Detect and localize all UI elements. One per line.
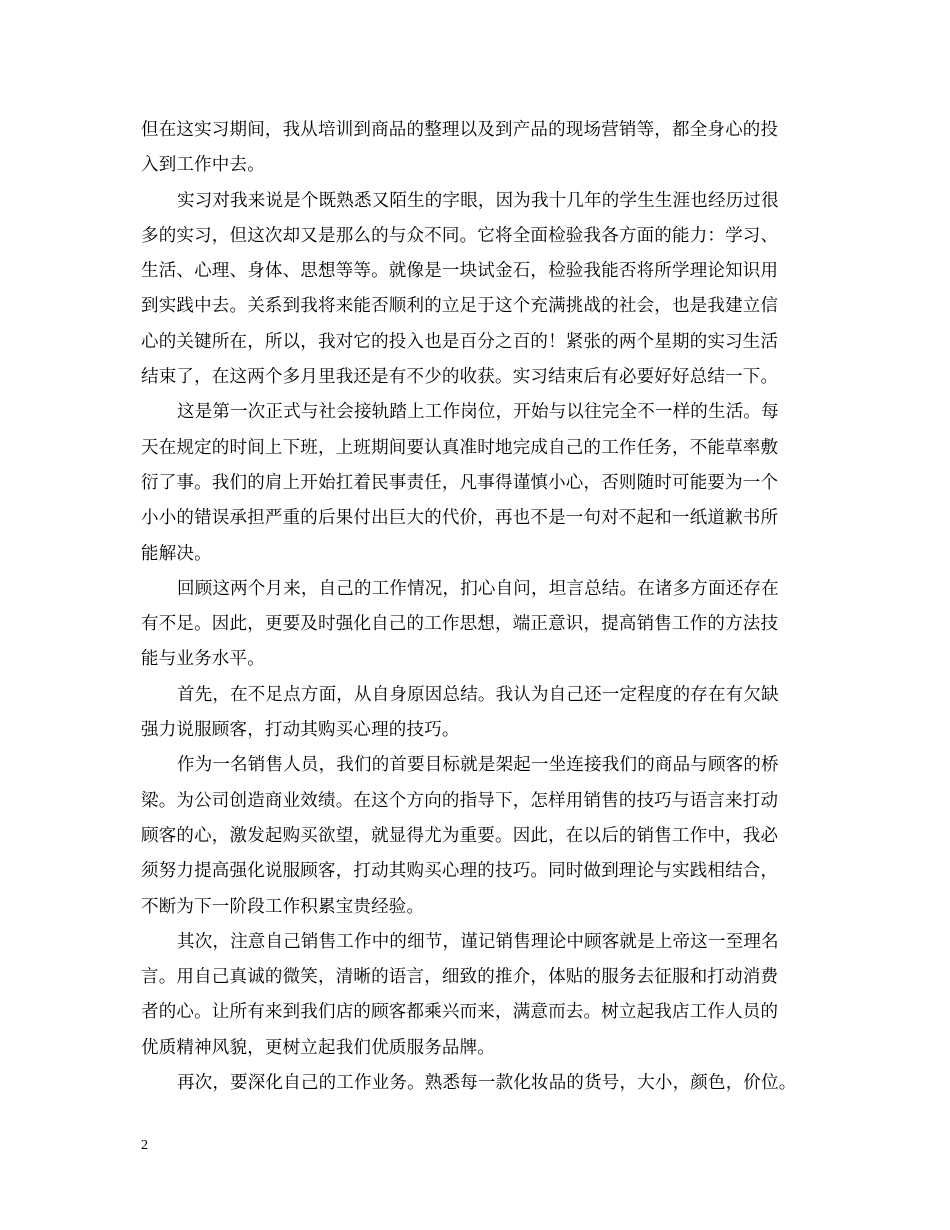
text-line: 小小的错误承担严重的后果付出巨大的代价，再也不是一句对不起和一纸道歉书所 (141, 508, 779, 529)
text-line: 言。用自己真诚的微笑，清晰的语言，细致的推介，体贴的服务去征服和打动消费 (141, 967, 779, 988)
paragraph-first-line: 作为一名销售人员，我们的首要目标就是架起一坐连接我们的商品与顾客的桥 (177, 755, 779, 776)
text-line: 入到工作中去。 (141, 155, 265, 176)
text-line: 生活、心理、身体、思想等等。就像是一块试金石，检验我能否将所学理论知识用 (141, 261, 779, 282)
paragraph-first-line: 回顾这两个月来，自己的工作情况，扪心自问，坦言总结。在诸多方面还存在 (177, 578, 779, 599)
text-line: 不断为下一阶段工作积累宝贵经验。 (141, 896, 425, 917)
text-line: 多的实习，但这次却又是那么的与众不同。它将全面检验我各方面的能力：学习、 (141, 225, 779, 246)
text-line: 梁。为公司创造商业效绩。在这个方向的指导下，怎样用销售的技巧与语言来打动 (141, 790, 779, 811)
text-line: 天在规定的时间上下班，上班期间要认真准时地完成自己的工作任务，不能草率敷 (141, 437, 779, 458)
text-line: 顾客的心，激发起购买欲望，就显得尤为重要。因此，在以后的销售工作中，我必 (141, 825, 779, 846)
text-line: 须努力提高强化说服顾客，打动其购买心理的技巧。同时做到理论与实践相结合， (141, 861, 779, 882)
paragraph-first-line: 首先，在不足点方面，从自身原因总结。我认为自己还一定程度的存在有欠缺 (177, 684, 779, 705)
text-line: 但在这实习期间，我从培训到商品的整理以及到产品的现场营销等，都全身心的投 (141, 120, 779, 140)
text-line: 者的心。让所有来到我们店的顾客都乘兴而来，满意而去。树立起我店工作人员的 (141, 1002, 779, 1023)
text-line: 到实践中去。关系到我将来能否顺利的立足于这个充满挑战的社会，也是我建立信 (141, 296, 779, 317)
text-line: 优质精神风貌，更树立起我们优质服务品牌。 (141, 1037, 495, 1058)
page-number: 2 (141, 1138, 148, 1153)
text-line: 有不足。因此，更要及时强化自己的工作思想，端正意识，提高销售工作的方法技 (141, 614, 779, 635)
body-text (141, 113, 827, 1101)
text-line: 衍了事。我们的肩上开始扛着民事责任，凡事得谨慎小心，否则随时可能要为一个 (141, 472, 779, 493)
text-line: 结束了，在这两个多月里我还是有不少的收获。实习结束后有必要好好总结一下。 (141, 367, 779, 388)
text-line: 心的关键所在，所以，我对它的投入也是百分之百的！紧张的两个星期的实习生活 (141, 331, 779, 352)
paragraph-first-line: 这是第一次正式与社会接轨踏上工作岗位，开始与以往完全不一样的生活。每 (177, 402, 779, 423)
text-line: 能与业务水平。 (141, 649, 265, 670)
text-line: 强力说服顾客，打动其购买心理的技巧。 (141, 720, 460, 741)
paragraph-first-line: 实习对我来说是个既熟悉又陌生的字眼，因为我十几年的学生生涯也经历过很 (177, 190, 779, 211)
paragraph-first-line: 其次，注意自己销售工作中的细节，谨记销售理论中顾客就是上帝这一至理名 (177, 931, 779, 952)
paragraph-first-line: 再次，要深化自己的工作业务。熟悉每一款化妆品的货号，大小，颜色，价位。 (177, 1073, 797, 1094)
text-line: 能解决。 (141, 543, 212, 564)
